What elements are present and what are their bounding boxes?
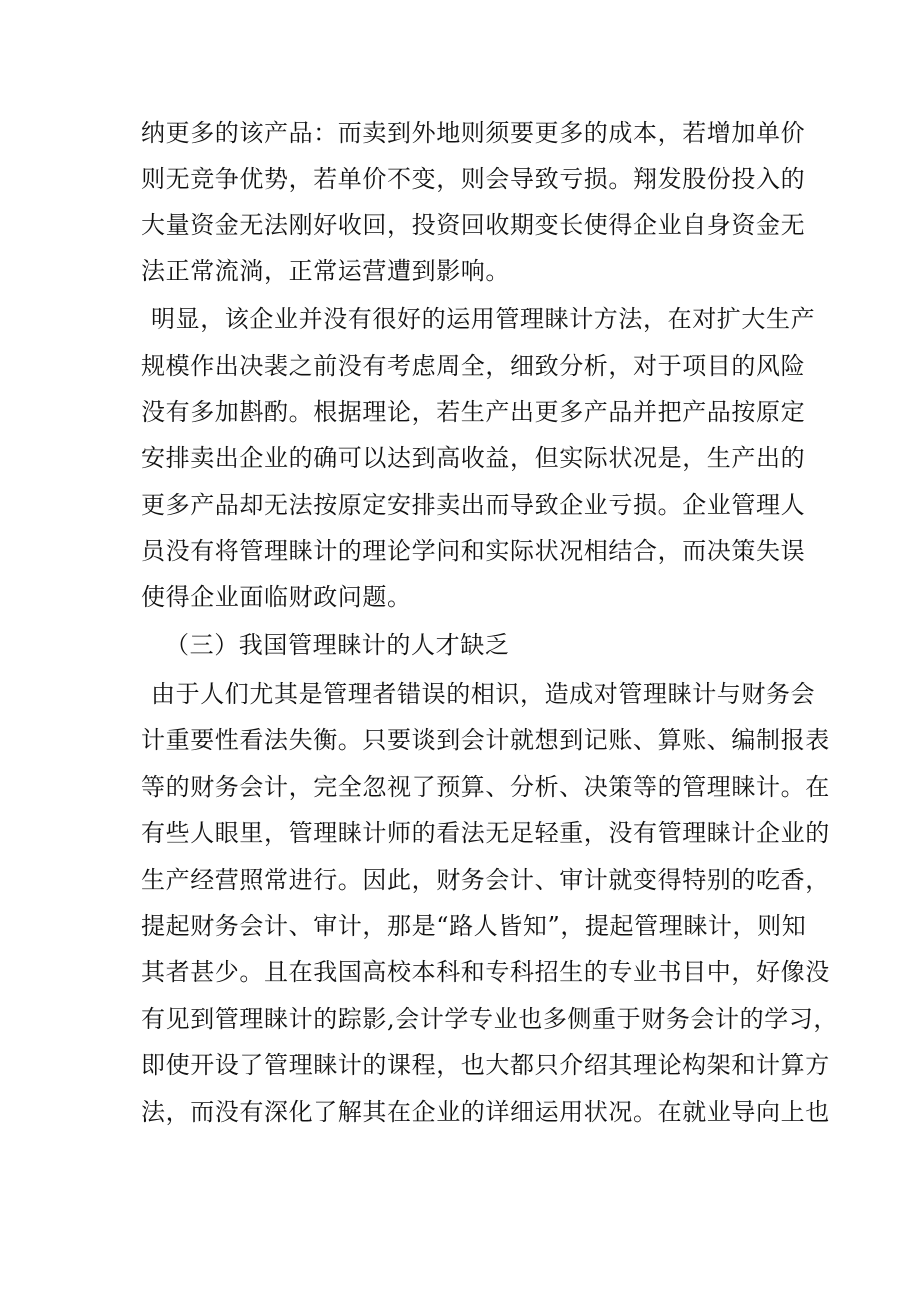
text-line: 提起财务会计、审计，那是“路人皆知”，提起管理睐计，则知	[141, 912, 807, 940]
text-line: 法正常流淌，正常运营遭到影响。	[141, 257, 510, 285]
text-line: 大量资金无法刚好收回，投资回收期变长使得企业自身资金无	[141, 211, 806, 239]
text-line: 安排卖出企业的确可以达到高收益，但实际状况是，生产出的	[141, 444, 806, 472]
text-line: 明显，该企业并没有很好的运用管理睐计方法，在对扩大生产	[151, 305, 816, 333]
text-line: 有些人眼里，管理睐计师的看法无足轻重，没有管理睐计企业的	[141, 819, 830, 847]
text-line: 没有多加斟酌。根据理论，若生产出更多产品并把产品按原定	[141, 398, 806, 426]
text-line: 员没有将管理睐计的理论学问和实际状况相结合，而决策失误	[141, 537, 806, 565]
section-heading: （三）我国管理睐计的人才缺乏	[165, 631, 510, 659]
text-line: 生产经营照常进行。因此，财务会计、审计就变得特别的吃香，	[141, 866, 830, 894]
text-line: 使得企业面临财政问题。	[141, 583, 412, 611]
text-line: 等的财务会计，完全忽视了预算、分析、决策等的管理睐计。在	[141, 773, 830, 801]
text-line: 由于人们尤其是管理者错误的相识，造成对管理睐计与财务会	[151, 680, 816, 708]
text-line: 规模作出决裴之前没有考虑周全，细致分析，对于项目的风险	[141, 352, 806, 380]
text-line: 其者甚少。且在我国高校本科和专科招生的专业书目中，好像没	[141, 958, 830, 986]
text-line: 法，而没有深化了解其在企业的详细运用状况。在就业导向上也	[141, 1098, 830, 1126]
text-line: 有见到管理睐计的踪影,会计学专业也多侧重于财务会计的学习，	[141, 1005, 839, 1033]
text-line: 纳更多的该产品：而卖到外地则须要更多的成本，若增加单价	[141, 119, 806, 147]
text-line: 即使开设了管理睐计的课程，也大都只介绍其理论构架和计算方	[141, 1051, 830, 1079]
text-line: 计重要性看法失衡。只要谈到会计就想到记账、算账、编制报表	[141, 726, 830, 754]
text-line: 更多产品却无法按原定安排卖出而导致企业亏损。企业管理人	[141, 491, 806, 519]
text-line: 则无竞争优势，若单价不变，则会导致亏损。翔发股份投入的	[141, 165, 806, 193]
